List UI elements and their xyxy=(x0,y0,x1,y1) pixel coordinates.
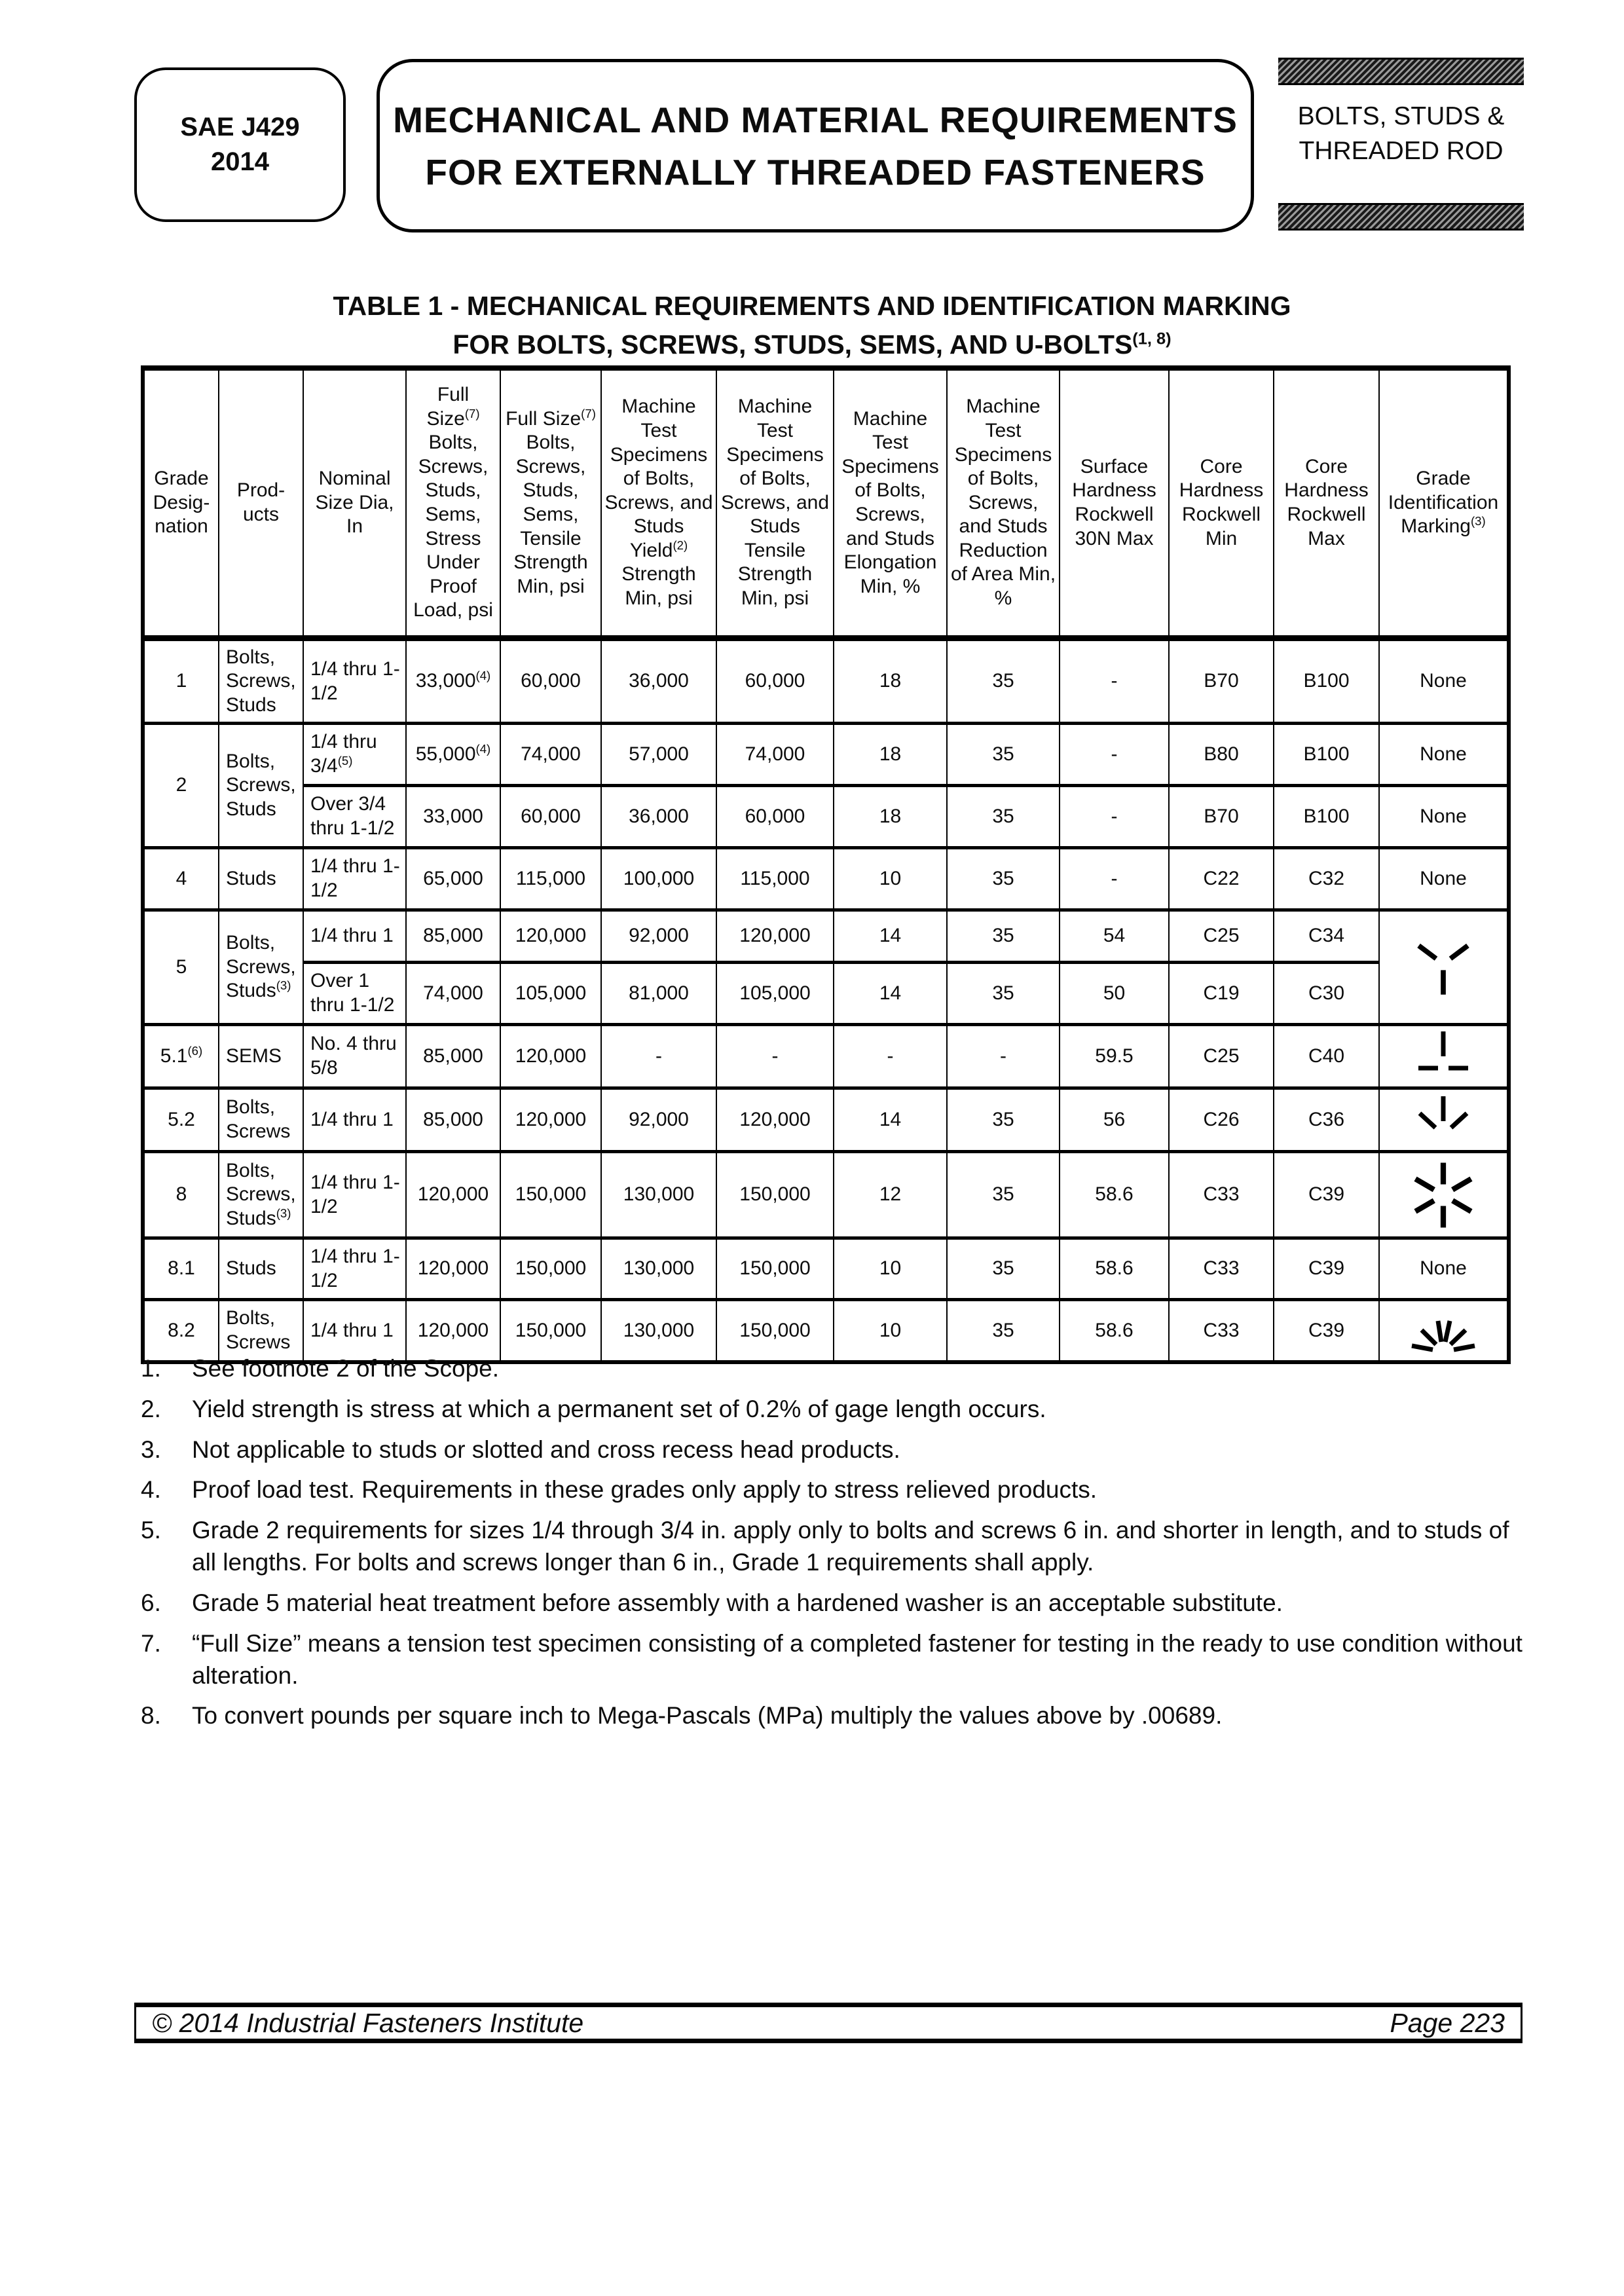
cell-reduction: 35 xyxy=(947,1152,1060,1238)
cell-tensile-machine: 60,000 xyxy=(716,639,834,724)
cell-elongation: 18 xyxy=(834,786,947,848)
copyright-text: © 2014 Industrial Fasteners Institute xyxy=(152,2007,584,2038)
cell-size: No. 4 thru 5/8 xyxy=(303,1025,406,1088)
col-header-core-hardness-min: Core Hardness Rockwell Min xyxy=(1169,368,1274,639)
cell-marking xyxy=(1379,910,1509,1025)
cell-elongation: 10 xyxy=(834,1238,947,1300)
footnote-text: Yield strength is stress at which a permanent set of 0.2% of gage length occurs. xyxy=(192,1395,1046,1422)
cell-elongation: - xyxy=(834,1025,947,1088)
col-header-yield: Machine Test Specimens of Bolts, Screws, and Studs Yield$^{(2)}$ Strength Min, psi xyxy=(601,368,716,639)
footnote-item xyxy=(141,1394,1536,1426)
cell-tensile-full: 60,000 xyxy=(500,786,601,848)
cell-proof: 85,000 xyxy=(406,910,500,963)
cell-elongation: 14 xyxy=(834,963,947,1025)
section-label xyxy=(1278,100,1524,168)
footnote-number: 7. xyxy=(141,1629,161,1657)
cell-yield: 57,000 xyxy=(601,724,716,786)
cell-tensile-machine: - xyxy=(716,1025,834,1088)
cell-surface-hardness: 58.6 xyxy=(1060,1300,1169,1363)
cell-surface-hardness: - xyxy=(1060,724,1169,786)
cell-core-min: C33 xyxy=(1169,1238,1274,1300)
page-footer xyxy=(134,2003,1522,2043)
table-row xyxy=(143,724,1509,786)
cell-grade: 8 xyxy=(143,1152,219,1238)
cell-grade: 8.1 xyxy=(143,1238,219,1300)
cell-grade: 1 xyxy=(143,639,219,724)
cell-yield: - xyxy=(601,1025,716,1088)
cell-tensile-machine: 120,000 xyxy=(716,1088,834,1152)
col-header-proof-load: Full Size$^{(7)}$ Bolts, Screws, Studs, Sems, Stress Under Proof Load, psi xyxy=(406,368,500,639)
cell-size: 1/4 thru 1 xyxy=(303,1300,406,1363)
footnote-number: 1. xyxy=(141,1355,161,1382)
footnote-item xyxy=(141,1474,1536,1506)
footnote-text: Grade 5 material heat treatment before assembly with a hardened washer is an acceptable substitute. xyxy=(192,1589,1283,1616)
table-caption-line2: FOR BOLTS, SCREWS, STUDS, SEMS, AND U-BOLTS$^{(1, 8)}$ xyxy=(452,329,1172,360)
cell-surface-hardness: 50 xyxy=(1060,963,1169,1025)
col-header-elongation: Machine Test Specimens of Bolts, Screws, and Studs Elongation Min, % xyxy=(834,368,947,639)
cell-core-max: B100 xyxy=(1274,639,1379,724)
cell-core-max: C39 xyxy=(1274,1152,1379,1238)
cell-elongation: 14 xyxy=(834,1088,947,1152)
grade-5point2-converging-dashes-icon xyxy=(1411,1091,1476,1149)
table-row xyxy=(143,1025,1509,1088)
footnote-text: “Full Size” means a tension test specimen consisting of a completed fastener for testing in the ready to use condition without alteration. xyxy=(192,1629,1522,1689)
cell-size: 1/4 thru 1-1/2 xyxy=(303,1152,406,1238)
col-header-core-hardness-max: Core Hardness Rockwell Max xyxy=(1274,368,1379,639)
cell-core-min: B80 xyxy=(1169,724,1274,786)
footnote-item xyxy=(141,1434,1536,1466)
cell-proof: 120,000 xyxy=(406,1238,500,1300)
cell-products: Bolts, Screws, Studs xyxy=(219,639,303,724)
document-title-line2: FOR EXTERNALLY THREADED FASTENERS xyxy=(425,151,1206,193)
footnote-number: 6. xyxy=(141,1589,161,1616)
header-row xyxy=(143,368,1509,639)
standard-number-box xyxy=(134,67,346,222)
cell-tensile-machine: 120,000 xyxy=(716,910,834,963)
cell-marking: None xyxy=(1379,786,1509,848)
cell-products: Studs xyxy=(219,848,303,910)
cell-reduction: 35 xyxy=(947,724,1060,786)
cell-grade: 2 xyxy=(143,724,219,848)
cell-tensile-machine: 105,000 xyxy=(716,963,834,1025)
cell-size: 1/4 thru 1-1/2 xyxy=(303,639,406,724)
cell-marking xyxy=(1379,1025,1509,1088)
cell-elongation: 18 xyxy=(834,639,947,724)
cell-tensile-full: 115,000 xyxy=(500,848,601,910)
requirements-table-wrapper xyxy=(141,365,1511,1364)
cell-core-min: C22 xyxy=(1169,848,1274,910)
grade-5-three-radial-dashes-icon xyxy=(1407,931,1479,1003)
table-row xyxy=(143,639,1509,724)
cell-core-min: C25 xyxy=(1169,1025,1274,1088)
hatched-bar-bottom xyxy=(1278,203,1524,231)
table-row xyxy=(143,848,1509,910)
col-header-grade: Grade Desig-nation xyxy=(143,368,219,639)
cell-tensile-full: 120,000 xyxy=(500,910,601,963)
col-header-tensile-machine: Machine Test Specimens of Bolts, Screws, and Studs Tensile Strength Min, psi xyxy=(716,368,834,639)
table-caption-line1: TABLE 1 - MECHANICAL REQUIREMENTS AND IDENTIFICATION MARKING xyxy=(333,291,1291,321)
cell-marking: None xyxy=(1379,1238,1509,1300)
cell-tensile-machine: 60,000 xyxy=(716,786,834,848)
cell-tensile-full: 150,000 xyxy=(500,1300,601,1363)
cell-marking xyxy=(1379,1152,1509,1238)
cell-core-min: C26 xyxy=(1169,1088,1274,1152)
standard-year: 2014 xyxy=(211,147,269,176)
cell-tensile-full: 150,000 xyxy=(500,1152,601,1238)
cell-products: Studs xyxy=(219,1238,303,1300)
cell-reduction: 35 xyxy=(947,786,1060,848)
cell-core-max: B100 xyxy=(1274,786,1379,848)
cell-size: 1/4 thru 1 xyxy=(303,1088,406,1152)
cell-tensile-full: 74,000 xyxy=(500,724,601,786)
footnote-item xyxy=(141,1515,1536,1579)
cell-elongation: 12 xyxy=(834,1152,947,1238)
table-row xyxy=(143,1238,1509,1300)
table-caption xyxy=(0,287,1624,365)
cell-reduction: - xyxy=(947,1025,1060,1088)
cell-grade: 4 xyxy=(143,848,219,910)
cell-elongation: 18 xyxy=(834,724,947,786)
cell-grade: 5 xyxy=(143,910,219,1025)
table-row xyxy=(143,963,1509,1025)
cell-tensile-machine: 150,000 xyxy=(716,1300,834,1363)
cell-tensile-full: 120,000 xyxy=(500,1025,601,1088)
cell-core-min: C33 xyxy=(1169,1152,1274,1238)
cell-core-min: C33 xyxy=(1169,1300,1274,1363)
footnote-item xyxy=(141,1628,1536,1692)
cell-surface-hardness: 56 xyxy=(1060,1088,1169,1152)
footnote-number: 5. xyxy=(141,1517,161,1544)
page-number: Page 223 xyxy=(1390,2007,1505,2038)
cell-proof: 120,000 xyxy=(406,1300,500,1363)
cell-proof: 85,000 xyxy=(406,1088,500,1152)
cell-core-max: C34 xyxy=(1274,910,1379,963)
cell-proof: 33,000$^{(4)}$ xyxy=(406,639,500,724)
col-header-size: Nominal Size Dia, In xyxy=(303,368,406,639)
cell-marking: None xyxy=(1379,724,1509,786)
table-row xyxy=(143,1152,1509,1238)
cell-tensile-machine: 74,000 xyxy=(716,724,834,786)
footnote-text: Grade 2 requirements for sizes 1/4 through 3/4 in. apply only to bolts and screws 6 in. and shorter in length, and to studs of all lengths. For bolts and screws longer than 6 in., Grade 1 requirements shall apply. xyxy=(192,1517,1509,1576)
col-header-products: Prod-ucts xyxy=(219,368,303,639)
footnote-item xyxy=(141,1700,1536,1732)
footnote-text: Proof load test. Requirements in these grades only apply to stress relieved products. xyxy=(192,1476,1098,1504)
cell-surface-hardness: 58.6 xyxy=(1060,1152,1169,1238)
cell-size: 1/4 thru 1-1/2 xyxy=(303,1238,406,1300)
cell-core-max: C40 xyxy=(1274,1025,1379,1088)
cell-marking: None xyxy=(1379,639,1509,724)
cell-tensile-machine: 150,000 xyxy=(716,1238,834,1300)
cell-core-max: C32 xyxy=(1274,848,1379,910)
footnote-text: See footnote 2 of the Scope. xyxy=(192,1355,500,1382)
cell-surface-hardness: - xyxy=(1060,639,1169,724)
cell-proof: 85,000 xyxy=(406,1025,500,1088)
table-row xyxy=(143,786,1509,848)
cell-products: SEMS xyxy=(219,1025,303,1088)
document-title-line1: MECHANICAL AND MATERIAL REQUIREMENTS xyxy=(393,99,1238,140)
col-header-tensile-full: Full Size$^{(7)}$ Bolts, Screws, Studs, Sems, Tensile Strength Min, psi xyxy=(500,368,601,639)
cell-tensile-machine: 150,000 xyxy=(716,1152,834,1238)
cell-products: Bolts, Screws, Studs xyxy=(219,724,303,848)
grade-5point1-bar-over-dashes-icon xyxy=(1411,1028,1476,1085)
standard-code: SAE J429 xyxy=(180,113,300,141)
cell-reduction: 35 xyxy=(947,1300,1060,1363)
cell-products: Bolts, Screws, Studs$^{(3)}$ xyxy=(219,1152,303,1238)
requirements-table xyxy=(141,365,1511,1364)
cell-tensile-full: 60,000 xyxy=(500,639,601,724)
cell-surface-hardness: - xyxy=(1060,786,1169,848)
cell-size: 1/4 thru 1 xyxy=(303,910,406,963)
cell-yield: 130,000 xyxy=(601,1300,716,1363)
cell-reduction: 35 xyxy=(947,910,1060,963)
cell-size: Over 1 thru 1-1/2 xyxy=(303,963,406,1025)
cell-products: Bolts, Screws xyxy=(219,1300,303,1363)
document-title-box xyxy=(377,59,1254,232)
col-header-reduction-area: Machine Test Specimens of Bolts, Screws, and Studs Reduction of Area Min, % xyxy=(947,368,1060,639)
cell-proof: 33,000 xyxy=(406,786,500,848)
footnote-number: 3. xyxy=(141,1435,161,1463)
cell-core-max: C39 xyxy=(1274,1238,1379,1300)
cell-proof: 55,000$^{(4)}$ xyxy=(406,724,500,786)
cell-surface-hardness: - xyxy=(1060,848,1169,910)
footnote-text: Not applicable to studs or slotted and cross recess head products. xyxy=(192,1435,900,1463)
cell-products: Bolts, Screws xyxy=(219,1088,303,1152)
grade-8point2-radial-fan-icon xyxy=(1404,1303,1483,1359)
cell-reduction: 35 xyxy=(947,963,1060,1025)
footnote-text: To convert pounds per square inch to Mega-Pascals (MPa) multiply the values above by .00689. xyxy=(192,1702,1223,1730)
col-header-marking: Grade Identification Marking$^{(3)}$ xyxy=(1379,368,1509,639)
cell-marking xyxy=(1379,1088,1509,1152)
grade-8-six-radial-dashes-icon xyxy=(1405,1157,1482,1234)
cell-yield: 81,000 xyxy=(601,963,716,1025)
cell-core-min: C19 xyxy=(1169,963,1274,1025)
cell-grade: 5.2 xyxy=(143,1088,219,1152)
cell-elongation: 10 xyxy=(834,1300,947,1363)
cell-elongation: 10 xyxy=(834,848,947,910)
cell-core-max: C36 xyxy=(1274,1088,1379,1152)
footnote-number: 4. xyxy=(141,1476,161,1504)
cell-reduction: 35 xyxy=(947,848,1060,910)
cell-products: Bolts, Screws, Studs$^{(3)}$ xyxy=(219,910,303,1025)
cell-reduction: 35 xyxy=(947,1088,1060,1152)
cell-surface-hardness: 59.5 xyxy=(1060,1025,1169,1088)
cell-elongation: 14 xyxy=(834,910,947,963)
cell-size: 1/4 thru 3/4$^{(5)}$ xyxy=(303,724,406,786)
footnote-number: 2. xyxy=(141,1395,161,1422)
cell-yield: 92,000 xyxy=(601,910,716,963)
cell-marking: None xyxy=(1379,848,1509,910)
cell-proof: 74,000 xyxy=(406,963,500,1025)
table-row xyxy=(143,910,1509,963)
cell-tensile-full: 105,000 xyxy=(500,963,601,1025)
footnote-item xyxy=(141,1587,1536,1620)
footnotes-list xyxy=(141,1353,1536,1741)
cell-core-min: B70 xyxy=(1169,786,1274,848)
footnote-number: 8. xyxy=(141,1702,161,1730)
cell-tensile-full: 120,000 xyxy=(500,1088,601,1152)
cell-size: 1/4 thru 1-1/2 xyxy=(303,848,406,910)
cell-proof: 120,000 xyxy=(406,1152,500,1238)
cell-core-max: C30 xyxy=(1274,963,1379,1025)
cell-yield: 100,000 xyxy=(601,848,716,910)
section-label-line1: BOLTS, STUDS & xyxy=(1297,102,1505,130)
cell-core-min: B70 xyxy=(1169,639,1274,724)
cell-yield: 130,000 xyxy=(601,1152,716,1238)
hatched-bar-top xyxy=(1278,58,1524,85)
cell-reduction: 35 xyxy=(947,639,1060,724)
col-header-surface-hardness: Surface Hardness Rockwell 30N Max xyxy=(1060,368,1169,639)
cell-core-max: B100 xyxy=(1274,724,1379,786)
cell-surface-hardness: 54 xyxy=(1060,910,1169,963)
footnote-item xyxy=(141,1353,1536,1385)
cell-tensile-machine: 115,000 xyxy=(716,848,834,910)
cell-yield: 92,000 xyxy=(601,1088,716,1152)
section-label-line2: THREADED ROD xyxy=(1299,136,1504,165)
cell-grade: 5.1$^{(6)}$ xyxy=(143,1025,219,1088)
table-row xyxy=(143,1088,1509,1152)
cell-size: Over 3/4 thru 1-1/2 xyxy=(303,786,406,848)
cell-core-min: C25 xyxy=(1169,910,1274,963)
cell-yield: 36,000 xyxy=(601,786,716,848)
cell-yield: 130,000 xyxy=(601,1238,716,1300)
cell-grade: 8.2 xyxy=(143,1300,219,1363)
cell-surface-hardness: 58.6 xyxy=(1060,1238,1169,1300)
cell-reduction: 35 xyxy=(947,1238,1060,1300)
cell-yield: 36,000 xyxy=(601,639,716,724)
cell-proof: 65,000 xyxy=(406,848,500,910)
cell-core-max: C39 xyxy=(1274,1300,1379,1363)
cell-tensile-full: 150,000 xyxy=(500,1238,601,1300)
